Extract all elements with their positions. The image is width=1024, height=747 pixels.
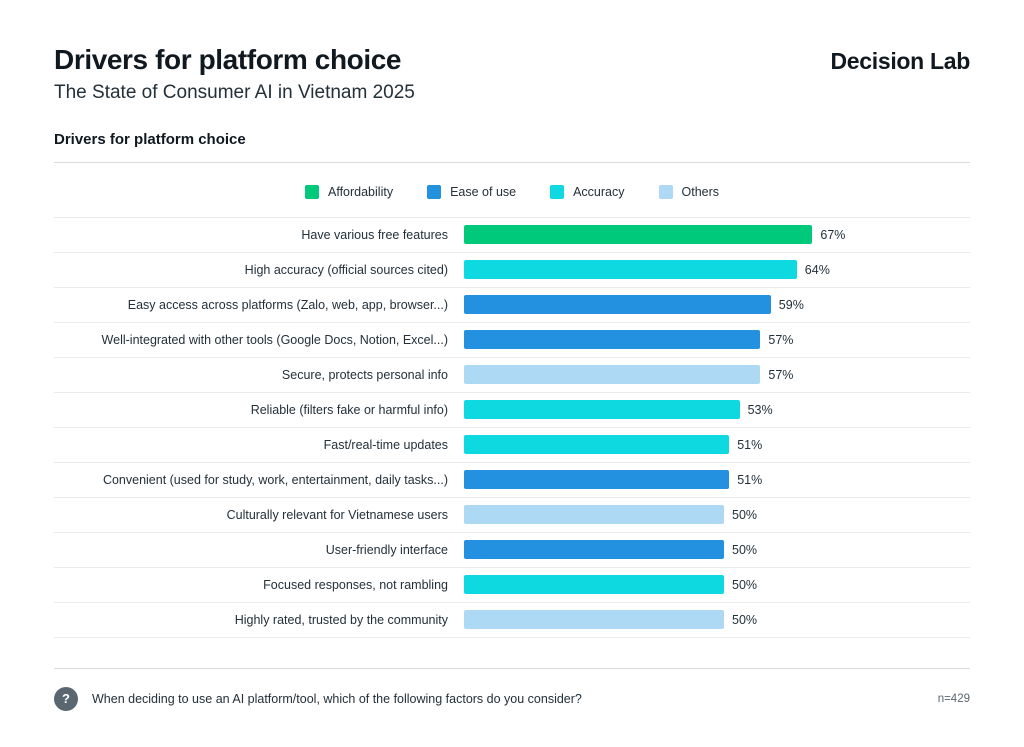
bar-area xyxy=(464,610,970,629)
bar xyxy=(464,435,729,454)
bar-category-label: Convenient (used for study, work, entertainment, daily tasks...) xyxy=(102,472,448,487)
chart-row xyxy=(54,463,970,498)
bar xyxy=(464,365,760,384)
chart-legend xyxy=(54,185,970,199)
bar-value-label: 57% xyxy=(768,367,794,382)
bar-category-label: High accuracy (official sources cited) xyxy=(244,262,448,277)
chart-row xyxy=(54,253,970,288)
legend-swatch-icon xyxy=(550,185,564,199)
bar-category-label: Reliable (filters fake or harmful info) xyxy=(250,402,448,417)
bar-value-label: 50% xyxy=(732,542,758,557)
legend-label: Others xyxy=(681,184,720,199)
chart-row xyxy=(54,568,970,603)
legend-item[interactable] xyxy=(550,185,624,199)
legend-label: Affordability xyxy=(327,184,394,199)
bar-chart xyxy=(54,217,970,638)
bar-value-label: 67% xyxy=(820,227,846,242)
question-mark-icon: ? xyxy=(54,687,78,711)
bar-category-label: Have various free features xyxy=(301,227,448,242)
slide-header xyxy=(54,44,970,105)
bar-category-label: Highly rated, trusted by the community xyxy=(234,612,448,627)
bar-area xyxy=(464,295,970,314)
legend-swatch-icon xyxy=(659,185,673,199)
footer-divider xyxy=(54,668,970,669)
page-subtitle: The State of Consumer AI in Vietnam 2025 xyxy=(54,82,415,104)
chart-row xyxy=(54,323,970,358)
bar-area xyxy=(464,365,970,384)
bar xyxy=(464,470,729,489)
brand-logo: Decision Lab xyxy=(830,48,970,74)
page-title: Drivers for platform choice xyxy=(54,44,402,75)
title-block xyxy=(54,44,415,105)
bar-area xyxy=(464,435,970,454)
bar-area xyxy=(464,470,970,489)
bar-category-label: Fast/real-time updates xyxy=(323,437,448,452)
legend-item[interactable] xyxy=(427,185,516,199)
bar-category-label: User-friendly interface xyxy=(325,542,448,557)
bar-value-label: 53% xyxy=(747,402,773,417)
bar-category-label: Culturally relevant for Vietnamese users xyxy=(226,507,448,522)
bar-area xyxy=(464,505,970,524)
bar-value-label: 57% xyxy=(768,332,794,347)
chart-row xyxy=(54,428,970,463)
legend-item[interactable] xyxy=(305,185,393,199)
legend-label: Ease of use xyxy=(450,184,517,199)
section-title: Drivers for platform choice xyxy=(54,130,246,148)
bar-category-label: Focused responses, not rambling xyxy=(263,577,448,592)
bar xyxy=(464,225,812,244)
bar-category-label: Easy access across platforms (Zalo, web, app, browser...) xyxy=(127,297,448,312)
bar xyxy=(464,610,724,629)
chart-row xyxy=(54,498,970,533)
bar-value-label: 64% xyxy=(804,262,830,277)
bar xyxy=(464,295,771,314)
legend-swatch-icon xyxy=(427,185,441,199)
bar xyxy=(464,505,724,524)
bar-value-label: 51% xyxy=(737,472,763,487)
legend-swatch-icon xyxy=(305,185,319,199)
chart-row xyxy=(54,603,970,638)
bar-category-label: Secure, protects personal info xyxy=(281,367,448,382)
bar xyxy=(464,540,724,559)
slide-footer xyxy=(54,687,970,711)
bar-area xyxy=(464,540,970,559)
bar-area xyxy=(464,575,970,594)
footer-question-text: When deciding to use an AI platform/tool, which of the following factors do you consider? xyxy=(92,691,582,706)
chart-row xyxy=(54,533,970,568)
bar xyxy=(464,575,724,594)
legend-item[interactable] xyxy=(659,185,720,199)
bar xyxy=(464,260,797,279)
bar-area xyxy=(464,225,970,244)
legend-label: Accuracy xyxy=(573,184,625,199)
bar-value-label: 59% xyxy=(778,297,804,312)
bar xyxy=(464,330,760,349)
sample-size-label: n=429 xyxy=(937,692,970,705)
bar xyxy=(464,400,740,419)
footer-question-block xyxy=(54,687,582,711)
header-divider xyxy=(54,162,970,163)
chart-row xyxy=(54,217,970,253)
bar-area xyxy=(464,330,970,349)
chart-row xyxy=(54,358,970,393)
bar-value-label: 50% xyxy=(732,577,758,592)
chart-row xyxy=(54,393,970,428)
chart-row xyxy=(54,288,970,323)
bar-area xyxy=(464,260,970,279)
bar-value-label: 50% xyxy=(732,612,758,627)
bar-category-label: Well-integrated with other tools (Google Docs, Notion, Excel...) xyxy=(101,332,448,347)
bar-value-label: 50% xyxy=(732,507,758,522)
bar-value-label: 51% xyxy=(737,437,763,452)
bar-area xyxy=(464,400,970,419)
